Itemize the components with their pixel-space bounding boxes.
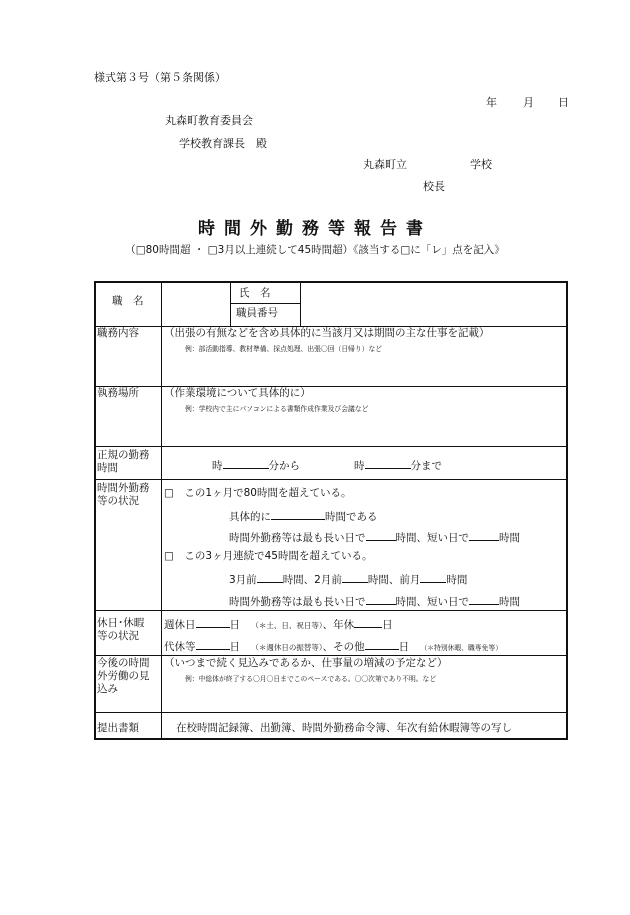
overtime-specific-row <box>229 508 378 524</box>
position-field[interactable] <box>162 283 228 323</box>
form-number: 様式第３号（第５条関係） <box>94 71 226 84</box>
specific-hours-field[interactable] <box>271 508 325 520</box>
addressee-org: 丸森町教育委員会 <box>165 114 253 127</box>
to-minute-field[interactable] <box>365 457 411 469</box>
date-month-label: 月 <box>523 96 534 109</box>
holidays-label-2: 等の状況 <box>97 630 139 642</box>
maxmin-prefix: 時間外勤務等は最も長い日で <box>229 532 366 544</box>
other-label: 、その他 <box>322 641 365 653</box>
outlook-label-1: 今後の時間 <box>97 657 150 669</box>
page-subtitle: （□80時間超 ・ □3月以上連続して45時間超）《該当する□に「レ」点を記入》 <box>125 244 505 256</box>
maxmin-mid: 時間、短い日で <box>395 532 469 544</box>
outlook-label-2: 外労働の見 <box>97 670 150 682</box>
regular-hours-end-row <box>354 457 442 473</box>
specific-suffix: 時間である <box>325 511 378 523</box>
outlook-example: 例：中総体が終了する〇月〇日までこのペースである。〇〇次第であり不明。など <box>185 675 437 683</box>
overtime-check-45h[interactable]: □ この3ヶ月連続で45時間を超えている。 <box>164 550 373 562</box>
m3-suffix: 時間 <box>446 574 468 586</box>
overtime-check-80h[interactable]: □ この1ヶ月で80時間を超えている。 <box>164 487 352 499</box>
substitute-label: 代休等 <box>164 641 196 653</box>
longest-day-field-2[interactable] <box>366 593 396 605</box>
maxmin-suffix: 時間 <box>499 532 520 544</box>
annual-label: 、年休 <box>322 619 355 631</box>
holidays-label-1: 休日･休暇 <box>97 617 145 629</box>
name-field[interactable] <box>300 283 566 323</box>
col-divider <box>230 283 231 326</box>
duties-example: 例：部活動指導、教材準備、採点処理、出張〇回（日帰り）など <box>185 345 383 353</box>
weekly-off-day: 日 <box>229 619 240 631</box>
m3-mid1: 時間、2月前 <box>282 574 342 586</box>
page-title: 時間外勤務等報告書 <box>198 219 432 239</box>
addressee-person: 学校教育課長 殿 <box>179 137 267 150</box>
other-note: （＊特別休暇、職専免等） <box>420 644 502 652</box>
substitute-day: 日 <box>229 641 240 653</box>
outlook-field[interactable] <box>162 685 566 709</box>
date-year-label: 年 <box>486 96 497 109</box>
outlook-label-3: 込み <box>97 683 118 695</box>
maxmin2-suffix: 時間 <box>499 596 520 608</box>
regular-hours-label-1: 正規の勤務 <box>97 449 150 461</box>
from-minute-label: 分から <box>268 460 300 472</box>
row-divider <box>96 610 566 611</box>
to-hour-label: 時 <box>354 460 365 472</box>
maxmin2-mid: 時間、短い日で <box>395 596 469 608</box>
other-field[interactable] <box>365 638 399 650</box>
annual-field[interactable] <box>354 616 382 628</box>
school-suffix: 学校 <box>470 158 492 171</box>
annual-day: 日 <box>382 619 393 631</box>
m2-field[interactable] <box>342 571 368 583</box>
regular-hours-row <box>212 457 300 473</box>
from-minute-field[interactable] <box>223 457 269 469</box>
col-divider <box>161 326 162 740</box>
weekly-off-note: （＊土、日、祝日等） <box>251 621 323 630</box>
row-divider <box>96 712 566 713</box>
overtime-label-2: 等の状況 <box>97 495 139 507</box>
holidays-row-1 <box>164 616 393 632</box>
duties-field[interactable] <box>162 355 566 383</box>
staff-number-label: 職員番号 <box>236 307 278 319</box>
shortest-day-field[interactable] <box>469 529 499 541</box>
from-hour-label: 時 <box>212 460 223 472</box>
row-divider <box>96 479 566 480</box>
holidays-row-2 <box>164 638 502 655</box>
regular-hours-label-2: 時間 <box>97 462 118 474</box>
specific-prefix: 具体的に <box>229 511 271 523</box>
outlook-instruction: （いつまで続く見込みであるか、仕事量の増減の予定など） <box>164 657 448 669</box>
row-divider <box>96 655 566 656</box>
to-minute-label: 分まで <box>410 460 442 472</box>
row-divider <box>230 303 300 304</box>
documents-value: 在校時間記録簿、出勤簿、時間外勤務命令簿、年次有給休暇簿等の写し <box>176 722 512 734</box>
principal-label: 校長 <box>423 180 445 193</box>
date-day-label: 日 <box>558 96 569 109</box>
workplace-field[interactable] <box>162 415 566 443</box>
shortest-day-field-2[interactable] <box>469 593 499 605</box>
school-prefix: 丸森町立 <box>363 158 407 171</box>
maxmin2-prefix: 時間外勤務等は最も長い日で <box>229 596 366 608</box>
substitute-field[interactable] <box>196 638 230 650</box>
row-divider <box>96 446 566 447</box>
longest-day-field[interactable] <box>366 529 396 541</box>
substitute-note: （＊週休日の振替等） <box>251 643 323 652</box>
m3-mid2: 時間、前月 <box>367 574 421 586</box>
duties-instruction: （出張の有無などを含め具体的に当該月又は期間の主な仕事を記載） <box>164 327 490 339</box>
overtime-maxmin-row-2 <box>229 593 520 609</box>
weekly-off-label: 週休日 <box>164 619 196 631</box>
m3-prefix: 3月前 <box>229 574 257 586</box>
workplace-label: 執務場所 <box>97 387 139 399</box>
weekly-off-field[interactable] <box>196 616 230 628</box>
workplace-example: 例：学校内で主にパソコンによる書類作成作業及び会議など <box>185 405 369 413</box>
duties-label: 職務内容 <box>97 327 139 339</box>
workplace-instruction: （作業環境について具体的に） <box>164 387 311 399</box>
documents-label: 提出書類 <box>97 722 139 734</box>
name-label: 氏 名 <box>239 287 271 299</box>
other-day: 日 <box>398 641 410 653</box>
overtime-3month-row <box>229 571 467 587</box>
overtime-label-1: 時間外勤務 <box>97 482 150 494</box>
m3-field[interactable] <box>257 571 283 583</box>
overtime-maxmin-row-1 <box>229 529 520 545</box>
position-label: 職 名 <box>112 295 144 307</box>
m1-field[interactable] <box>420 571 446 583</box>
